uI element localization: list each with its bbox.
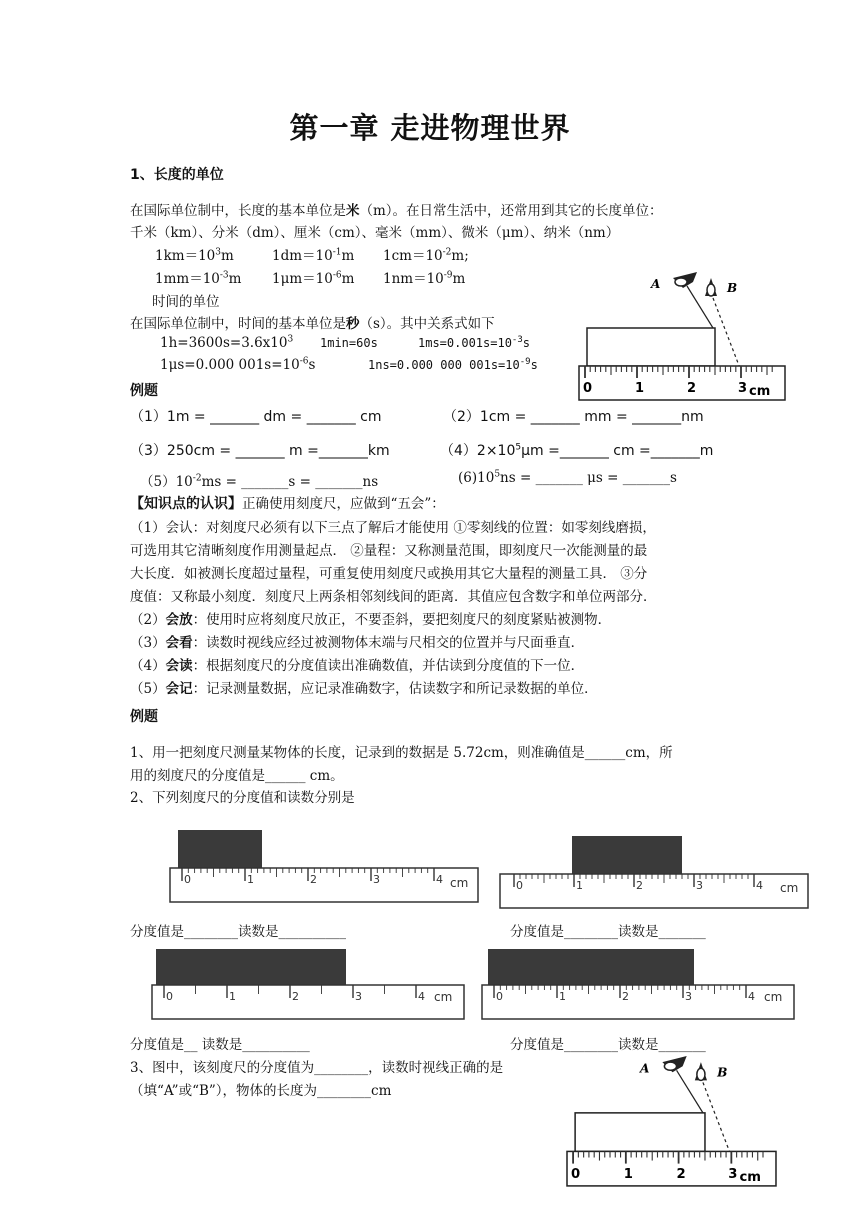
eye-a-icon [673, 272, 697, 288]
time-intro-b: （s）。其中关系式如下 [359, 316, 495, 332]
tick-label-0: 0 [583, 381, 593, 396]
time-conv-us [160, 357, 315, 373]
p5-label: 会记 [165, 681, 193, 697]
knowledge-heading-line [130, 492, 445, 513]
intro-line [130, 199, 663, 219]
conv-exp: 3 [215, 247, 221, 258]
question-3-line2: （填“A”或“B”），物体的长度为________cm [130, 1083, 392, 1099]
conv-unit: m; [451, 248, 469, 264]
question-1-line1: 1、用一把刻度尺测量某物体的长度，记录到的数据是 5.72cm，则准确值是______cm，所 [130, 745, 673, 761]
ruler-unit: cm [434, 990, 453, 1004]
conv-unit: m [452, 271, 466, 287]
conversion-nm [383, 267, 465, 287]
ruler-d-figure [480, 947, 798, 1025]
conv-exp: -1 [332, 247, 342, 258]
ruler-number: 4 [418, 990, 425, 1003]
p3-pre: （3） [130, 635, 166, 651]
ex4-text: （4）2×10 [440, 443, 516, 459]
conversion-mm [155, 267, 241, 287]
p3-text: ：读数时视线应经过被测物体末端与尺相交的位置并与尺面垂直． [192, 635, 585, 651]
ruler-unit: cm [780, 881, 799, 895]
time-conv-hour [160, 335, 293, 351]
p4-label: 会读 [165, 658, 193, 674]
p3-label: 会看 [165, 635, 193, 651]
ex5-text: （5）10 [140, 474, 193, 490]
conv-text: 1nm＝10 [383, 271, 444, 287]
p4-text: ：根据刻度尺的分度值读出准确数值，并估读到分度值的下一位． [192, 658, 585, 674]
conversion-dm [272, 244, 354, 264]
sight-line-b [703, 1082, 733, 1161]
ruler-c-figure [150, 947, 468, 1025]
ex4-exp: 5 [515, 442, 522, 453]
label-a: A [640, 1061, 650, 1076]
conv-exp: -3 [219, 270, 229, 281]
measured-object [575, 1113, 705, 1152]
exercise-1: （1）1m = _______ dm = _______ cm [130, 409, 382, 425]
ruler-number: 0 [496, 990, 503, 1003]
time-conv-min: 1min=60s [320, 336, 378, 350]
knowledge-p5 [130, 677, 598, 697]
tick-label-0: 0 [571, 1166, 581, 1182]
measured-block [572, 836, 682, 874]
knowledge-heading-rest: 正确使用刻度尺，应做到“五会”： [242, 496, 445, 512]
answer-ruler-c: 分度值是__ 读数是__________ [130, 1037, 310, 1053]
time-intro-a: 在国际单位制中，时间的基本单位是 [130, 316, 346, 332]
conv-exp: -6 [332, 270, 342, 281]
tconv-unit: s [308, 357, 316, 373]
ruler-number: 2 [622, 990, 629, 1003]
measured-block [156, 949, 346, 985]
conv-text: 1dm＝10 [272, 248, 333, 264]
tick-label-2: 2 [687, 381, 697, 396]
ruler-unit: cm [450, 876, 469, 890]
conv-unit: m [220, 248, 234, 264]
conv-exp: -2 [442, 247, 452, 258]
ruler-number: 0 [166, 990, 173, 1003]
ruler-number: 0 [184, 873, 191, 886]
exercise-6 [458, 470, 677, 486]
p2-text: ：使用时应将刻度尺放正，不要歪斜，要把刻度尺的刻度紧贴被测物． [192, 612, 612, 628]
p5-text: ：记录测量数据，应记录准确数字，估读数字和所记录数据的单位． [192, 681, 598, 697]
eye-ruler-figure-1 [575, 268, 790, 406]
p4-pre: （4） [130, 658, 166, 674]
measured-object [587, 328, 715, 366]
conv-text: 1km＝10 [155, 248, 216, 264]
knowledge-p4 [130, 654, 584, 674]
tconv-exp: -3 [511, 335, 523, 345]
label-a: A [651, 277, 661, 291]
intro-text-a: 在国际单位制中，长度的基本单位是 [130, 203, 346, 219]
sight-line-b [713, 298, 743, 376]
conv-text: 1cm＝10 [383, 248, 443, 264]
ex6-text: (6)10 [458, 470, 495, 486]
conversion-cm [383, 244, 469, 264]
page-title: 第一章 走进物理世界 [289, 111, 571, 145]
label-b: B [727, 281, 738, 295]
section-heading-length-units: 1、长度的单位 [130, 167, 224, 183]
tconv-exp: -9 [519, 357, 531, 367]
ex6-text-b: ns = _______ μs = _______s [500, 470, 677, 486]
example-heading-1: 例题 [130, 383, 158, 399]
ex4-text-b: μm =_______ cm =_______m [521, 443, 714, 459]
ruler-number: 2 [292, 990, 299, 1003]
tick-label-3: 3 [738, 381, 748, 396]
unit-label: cm [749, 384, 771, 399]
conv-unit: m [341, 248, 355, 264]
tconv-text: 1ms=0.001s=10 [418, 336, 512, 350]
ruler-b-figure [498, 836, 810, 912]
time-conv-ns [368, 358, 538, 372]
tconv-unit: s [530, 358, 538, 372]
time-units-heading: 时间的单位 [152, 294, 220, 310]
ruler-a-figure [168, 828, 480, 906]
tconv-unit: s [522, 336, 530, 350]
exercise-3: （3）250cm = _______ m =_______km [130, 443, 390, 459]
ruler-number: 1 [247, 873, 254, 886]
ruler-number: 4 [756, 879, 763, 892]
p2-label: 会放 [165, 612, 193, 628]
eye-ruler-figure-2 [562, 1052, 782, 1192]
tick-label-3: 3 [728, 1166, 738, 1182]
tick-label-1: 1 [623, 1166, 633, 1182]
exercise-2: （2）1cm = _______ mm = _______nm [443, 409, 704, 425]
tick-label-2: 2 [676, 1166, 686, 1182]
answer-ruler-d: 分度值是________读数是_______ [510, 1037, 706, 1053]
ex6-exp: 5 [494, 469, 501, 480]
eye-a-icon [662, 1056, 686, 1072]
ruler-number: 2 [310, 873, 317, 886]
ruler-number: 1 [576, 879, 583, 892]
ruler-number: 4 [748, 990, 755, 1003]
tconv-text: 1h=3600s=3.6x10 [160, 335, 288, 351]
time-intro-bold: 秒 [346, 316, 360, 332]
knowledge-p1-line2: 可选用其它清晰刻度作用测量起点． ②量程：又称测量范围，即刻度尺一次能测量的最 [130, 543, 648, 559]
tconv-text: 1ns=0.000 000 001s=10 [368, 358, 520, 372]
time-conv-ms [418, 336, 530, 350]
measured-block [488, 949, 694, 985]
knowledge-p1-line3: 大长度．如被测长度超过量程，可重复使用刻度尺或换用其它大量程的测量工具． ③分 [130, 566, 648, 582]
conv-text: 1mm＝10 [155, 271, 220, 287]
conv-unit: m [341, 271, 355, 287]
knowledge-p3 [130, 631, 584, 651]
tconv-exp: -6 [299, 356, 309, 367]
conv-text: 1μm＝10 [272, 271, 333, 287]
p2-pre: （2） [130, 612, 166, 628]
measured-block [178, 830, 262, 868]
conversion-km [155, 244, 234, 264]
ruler-number: 3 [696, 879, 703, 892]
tick-label-1: 1 [635, 381, 645, 396]
time-intro-line [130, 312, 495, 332]
ex5-text-b: ms = _______s = _______ns [201, 474, 379, 490]
ruler-number: 0 [516, 879, 523, 892]
ruler-number: 3 [685, 990, 692, 1003]
exercise-4 [440, 440, 713, 460]
ex5-exp: -2 [192, 473, 202, 484]
answer-ruler-a: 分度值是________读数是__________ [130, 924, 346, 940]
tconv-text: 1μs=0.000 001s=10 [160, 357, 300, 373]
conversion-um [272, 267, 354, 287]
conv-exp: -9 [443, 270, 453, 281]
answer-ruler-b: 分度值是________读数是_______ [510, 924, 706, 940]
intro-text-b: （m）。在日常生活中，还常用到其它的长度单位： [359, 203, 663, 219]
question-1-line2: 用的刻度尺的分度值是______ cm。 [130, 768, 344, 784]
ruler-number: 3 [373, 873, 380, 886]
eye-b-icon [695, 1062, 707, 1080]
exercise-5 [140, 470, 378, 490]
knowledge-p1-line4: 度值：又称最小刻度．刻度尺上两条相邻刻线间的距离．其值应包含数字和单位两部分． [130, 589, 657, 605]
knowledge-heading: 【知识点的认识】 [130, 496, 242, 512]
ruler-number: 2 [636, 879, 643, 892]
knowledge-p1-line1: （1）会认：对刻度尺必须有以下三点了解后才能使用 ①零刻线的位置：如零刻线磨损， [130, 520, 656, 536]
eye-b-icon [705, 278, 717, 296]
ruler-unit: cm [764, 990, 783, 1004]
ruler-number: 4 [436, 873, 443, 886]
p5-pre: （5） [130, 681, 166, 697]
question-3-line1: 3、图中，该刻度尺的分度值为________，读数时视线正确的是 [130, 1060, 504, 1076]
ruler-body [170, 868, 478, 902]
ruler-number: 3 [355, 990, 362, 1003]
label-b: B [717, 1065, 728, 1080]
unit-label: cm [739, 1169, 762, 1185]
ruler-number: 1 [229, 990, 236, 1003]
conv-unit: m [228, 271, 242, 287]
tconv-exp: 3 [287, 334, 294, 345]
knowledge-p2 [130, 608, 611, 628]
example-heading-2: 例题 [130, 709, 158, 725]
question-2: 2、下列刻度尺的分度值和读数分别是 [130, 790, 355, 806]
intro-bold-meter: 米 [346, 203, 360, 219]
ruler-number: 1 [559, 990, 566, 1003]
units-line: 千米（km）、分米（dm）、厘米（cm）、毫米（mm）、微米（μm）、纳米（nm） [130, 225, 620, 241]
